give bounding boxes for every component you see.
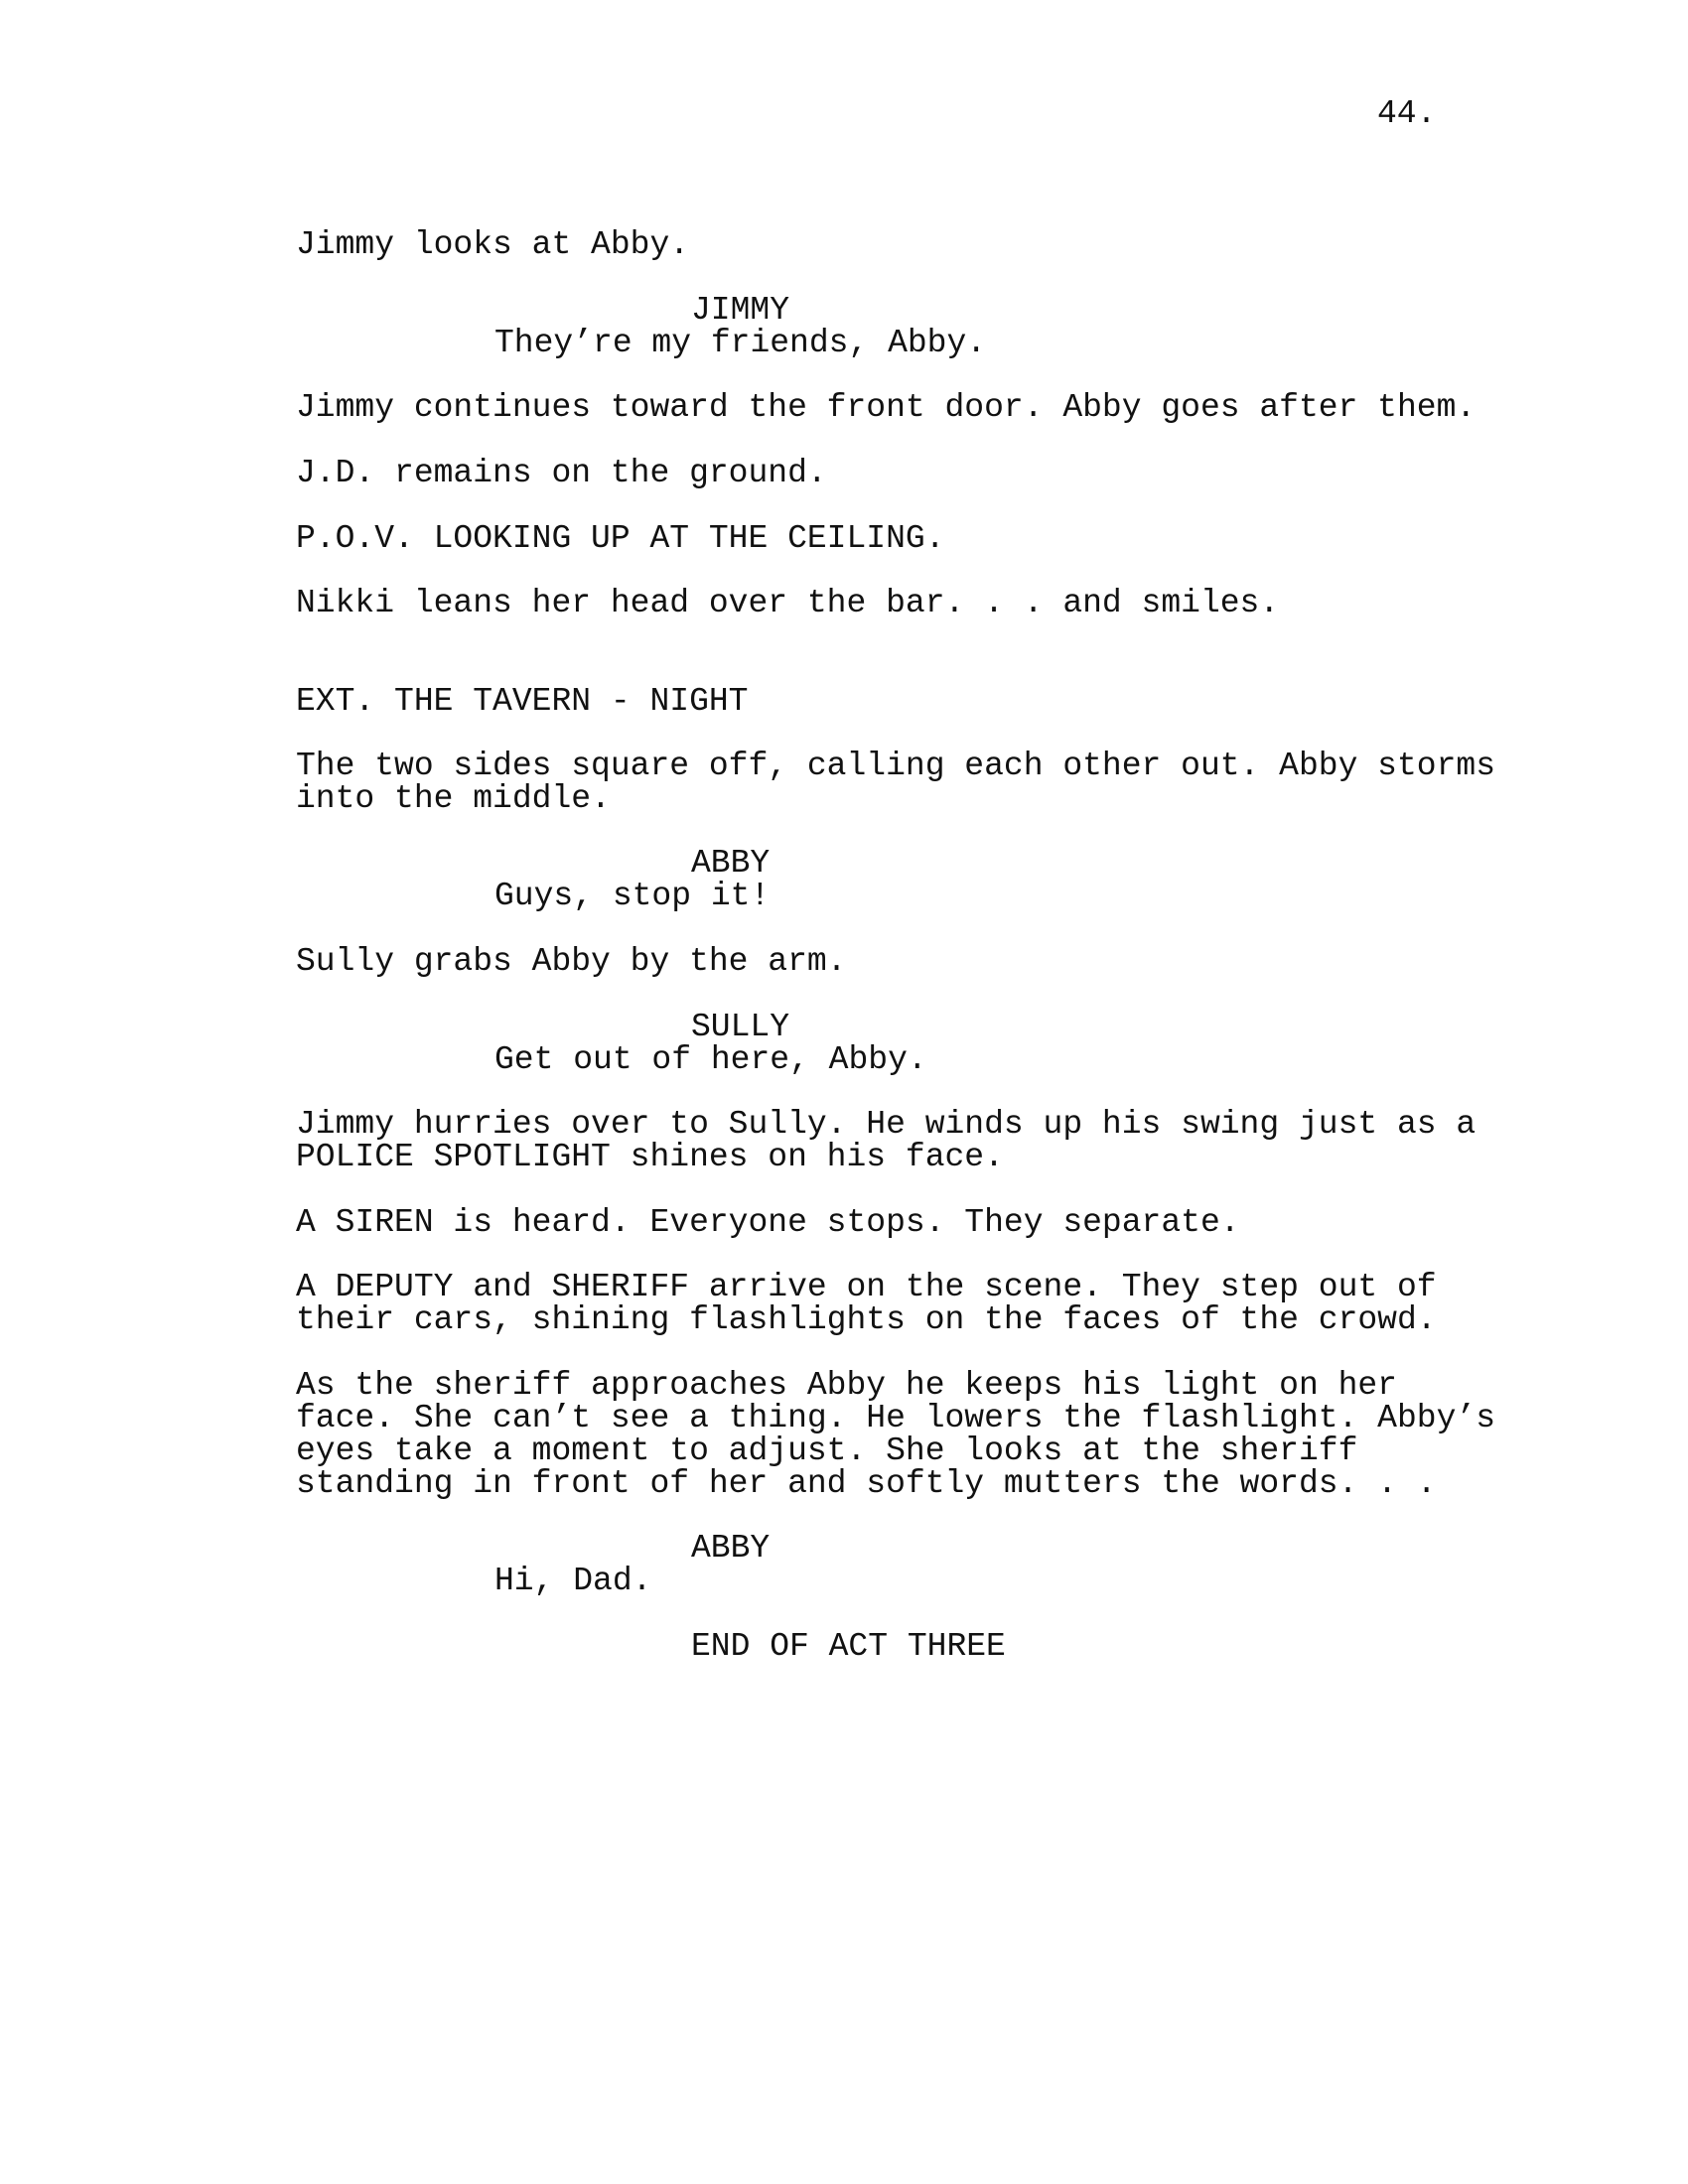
dialogue-line: Hi, Dad. [494, 1563, 652, 1599]
dialogue-line: Get out of here, Abby. [494, 1041, 927, 1078]
action-line: standing in front of her and softly mutters the words. . . [296, 1465, 1437, 1502]
action-line: Jimmy hurries over to Sully. He winds up his swing just as a [296, 1106, 1477, 1143]
action-line: Jimmy looks at Abby. [296, 226, 690, 263]
action-line: A SIREN is heard. Everyone stops. They separate. [296, 1204, 1240, 1241]
action-line: P.O.V. LOOKING UP AT THE CEILING. [296, 520, 945, 557]
transition: END OF ACT THREE [691, 1628, 1006, 1665]
action-line: their cars, shining flashlights on the faces of the crowd. [296, 1301, 1437, 1338]
action-line: eyes take a moment to adjust. She looks at the sheriff [296, 1433, 1358, 1469]
action-line: As the sheriff approaches Abby he keeps his light on her [296, 1367, 1397, 1404]
character-name: SULLY [691, 1009, 790, 1045]
character-name: ABBY [691, 845, 771, 882]
dialogue-line: Guys, stop it! [494, 878, 771, 914]
action-line: Nikki leans her head over the bar. . . and smiles. [296, 585, 1280, 621]
action-line: Jimmy continues toward the front door. Abby goes after them. [296, 389, 1477, 426]
action-line: The two sides square off, calling each other out. Abby storms [296, 748, 1495, 784]
scene-heading: EXT. THE TAVERN - NIGHT [296, 683, 749, 720]
dialogue-line: They’re my friends, Abby. [494, 325, 987, 361]
page-number: 44. [1377, 95, 1437, 132]
action-line: Sully grabs Abby by the arm. [296, 943, 847, 980]
action-line: into the middle. [296, 780, 611, 817]
character-name: ABBY [691, 1530, 771, 1567]
action-line: face. She can’t see a thing. He lowers the flashlight. Abby’s [296, 1400, 1495, 1436]
character-name: JIMMY [691, 292, 790, 329]
action-line: POLICE SPOTLIGHT shines on his face. [296, 1139, 1004, 1175]
action-line: J.D. remains on the ground. [296, 455, 827, 491]
action-line: A DEPUTY and SHERIFF arrive on the scene. They step out of [296, 1269, 1437, 1305]
